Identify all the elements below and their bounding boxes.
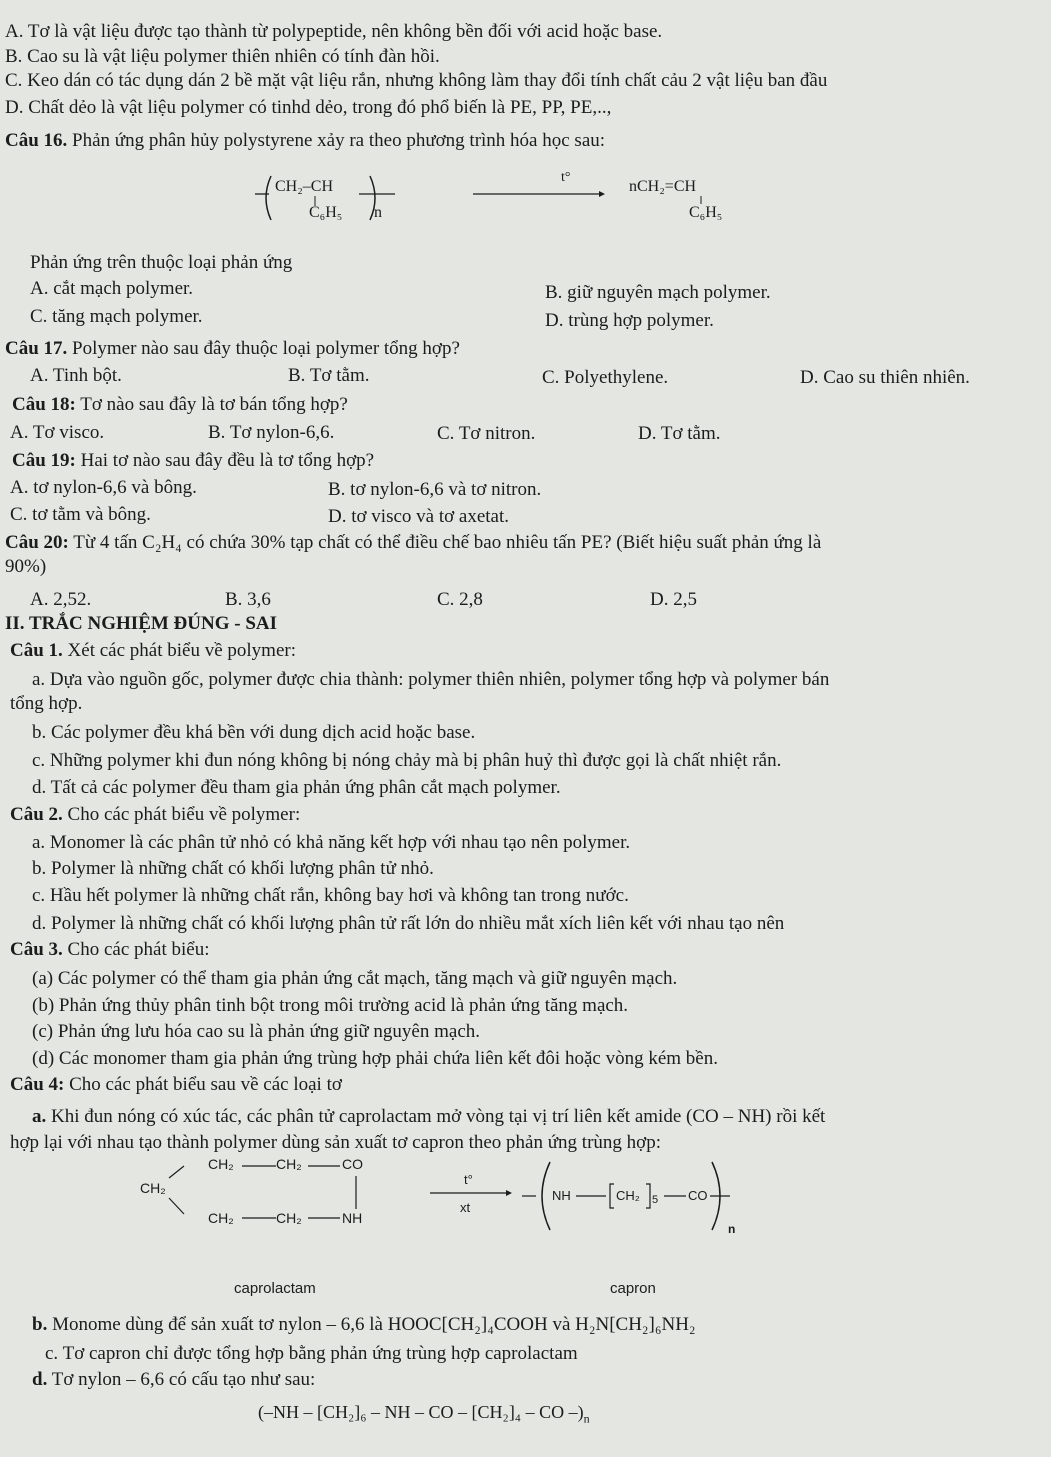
nylon-formula-text: (–NH – [CH₂]₆ – NH – CO – [CH₂]₄ – CO –): [258, 1402, 584, 1422]
c1-statement-d: d. Tất cả các polymer đều tham gia phản ứng phân cắt mạch polymer.: [32, 777, 561, 798]
q20-text-cont: 90%): [5, 556, 47, 577]
q16-option-c: C. tăng mạch polymer.: [30, 306, 203, 327]
c2-statement-a: a. Monomer là các phân tử nhỏ có khả năng kết hợp với nhau tạo nên polymer.: [32, 832, 631, 853]
ring-top-ch2-a: CH₂: [208, 1156, 234, 1172]
c4-d-label: d.: [32, 1369, 48, 1390]
q19-label: Câu 19:: [12, 450, 76, 471]
option-b-prev: B. Cao su là vật liệu polymer thiên nhiên có tính đàn hồi.: [5, 46, 440, 67]
nylon-formula: [258, 1400, 590, 1431]
eq-right-substituent: C₆H₅: [689, 204, 723, 221]
ring-nh: NH: [342, 1210, 363, 1226]
q18-heading: [12, 393, 348, 417]
product-ch2: CH₂: [616, 1188, 640, 1203]
q18-text: Tơ nào sau đây là tơ bán tổng hợp?: [75, 394, 348, 415]
c2-statement-d: d. Polymer là những chất có khối lượng phân tử rất lớn do nhiều mắt xích liên kết với nhau tạo nên: [32, 913, 785, 934]
c4-statement-b: [32, 1313, 696, 1337]
c4-statement-c: c. Tơ capron chỉ được tổng hợp bằng phản ứng trùng hợp caprolactam: [45, 1343, 578, 1364]
q19-option-a: A. tơ nylon-6,6 và bông.: [10, 477, 197, 498]
c4-heading: [10, 1073, 342, 1097]
q18-option-d: D. Tơ tằm.: [638, 423, 721, 444]
c4-label: Câu 4:: [10, 1074, 65, 1095]
q19-option-d: D. tơ visco và tơ axetat.: [328, 506, 510, 527]
eq-left-chain: CH₂–CH: [275, 178, 334, 195]
q18-option-c: C. Tơ nitron.: [437, 423, 536, 444]
q19-option-b: B. tơ nylon-6,6 và tơ nitron.: [328, 479, 542, 500]
eq-right-monomer: nCH₂=CH: [629, 178, 697, 195]
c2-heading: [10, 803, 300, 827]
c4-b-text: Monome dùng để sản xuất tơ nylon – 6,6 là HOOC[CH₂]₄COOH và H₂N[CH₂]₆NH₂: [47, 1314, 696, 1335]
product-subscript: 5: [652, 1194, 659, 1206]
q18-option-b: B. Tơ nylon-6,6.: [208, 422, 335, 443]
q16-equation: [255, 168, 755, 238]
arrow-label-bottom: xt: [460, 1200, 471, 1215]
q19-heading: [12, 449, 374, 473]
c1-label: Câu 1.: [10, 640, 63, 661]
eq-arrow-label: t°: [561, 170, 571, 185]
c4-a-label: a.: [32, 1106, 47, 1127]
q16-option-b: B. giữ nguyên mạch polymer.: [545, 282, 771, 303]
c3-statement-c: (c) Phản ứng lưu hóa cao su là phản ứng giữ nguyên mạch.: [32, 1021, 481, 1042]
c4-d-text: Tơ nylon – 6,6 có cấu tạo như sau:: [47, 1369, 316, 1390]
q19-text: Hai tơ nào sau đây đều là tơ tổng hợp?: [75, 450, 375, 471]
c1-statement-a-cont: tổng hợp.: [10, 693, 83, 714]
q20-option-c: C. 2,8: [437, 589, 483, 610]
c2-statement-b: b. Polymer là những chất có khối lượng phân tử nhỏ.: [32, 858, 434, 879]
q18-option-a: A. Tơ visco.: [10, 422, 105, 443]
c1-statement-b: b. Các polymer đều khá bền với dung dịch acid hoặc base.: [32, 722, 476, 743]
q16-option-a: A. cắt mạch polymer.: [30, 278, 194, 299]
c4-text: Cho các phát biểu sau về các loại tơ: [64, 1074, 342, 1095]
c4-statement-d: [32, 1368, 315, 1392]
q17-option-d: D. Cao su thiên nhiên.: [800, 367, 970, 388]
q16-option-d: D. trùng hợp polymer.: [545, 310, 714, 331]
capron-label: capron: [610, 1280, 656, 1297]
ring-bottom-ch2-b: CH₂: [276, 1210, 302, 1226]
caprolactam-label: caprolactam: [234, 1280, 316, 1297]
option-c-prev: C. Keo dán có tác dụng dán 2 bề mặt vật liệu rắn, nhưng không làm thay đổi tính chất cảu 2 vật liệu ban đầu: [5, 70, 828, 91]
c4-b-label: b.: [32, 1314, 48, 1335]
c2-text: Cho các phát biểu về polymer:: [62, 804, 301, 825]
ring-bottom-ch2-a: CH₂: [208, 1210, 234, 1226]
c1-statement-a: a. Dựa vào nguồn gốc, polymer được chia thành: polymer thiên nhiên, polymer tổng hợp và polymer bán: [32, 669, 830, 690]
q19-option-c: C. tơ tằm và bông.: [10, 504, 151, 525]
option-a-prev: A. Tơ là vật liệu được tạo thành từ polypeptide, nên không bền đối với acid hoặc base.: [5, 21, 663, 42]
section-heading: II. TRẮC NGHIỆM ĐÚNG - SAI: [5, 613, 278, 634]
q20-label: Câu 20:: [5, 532, 69, 553]
option-d-prev: D. Chất dẻo là vật liệu polymer có tinhd dẻo, trong đó phổ biến là PE, PP, PE,..,: [5, 97, 612, 118]
nylon-formula-n: n: [583, 1411, 590, 1426]
ring-co: CO: [342, 1156, 363, 1172]
c1-heading: [10, 639, 296, 663]
product-n: n: [728, 1222, 736, 1236]
q20-heading: [5, 531, 821, 555]
c2-label: Câu 2.: [10, 804, 63, 825]
ring-top-ch2-b: CH₂: [276, 1156, 302, 1172]
c4-statement-a-cont: hợp lại với nhau tạo thành polymer dùng sản xuất tơ capron theo phản ứng trùng hợp:: [10, 1132, 661, 1153]
arrow-label-top: t°: [464, 1172, 473, 1187]
q16-text: Phản ứng phân hủy polystyrene xảy ra theo phương trình hóa học sau:: [67, 130, 606, 151]
c3-statement-a: (a) Các polymer có thể tham gia phản ứng cắt mạch, tăng mạch và giữ nguyên mạch.: [32, 968, 678, 989]
caprolactam-reaction: [140, 1152, 800, 1300]
eq-n: n: [374, 204, 382, 221]
c3-heading: [10, 938, 209, 962]
c4-statement-a: [32, 1105, 825, 1129]
q17-option-b: B. Tơ tằm.: [288, 365, 370, 386]
q18-label: Câu 18:: [12, 394, 76, 415]
c3-statement-d: (d) Các monomer tham gia phản ứng trùng hợp phải chứa liên kết đôi hoặc vòng kém bền.: [32, 1048, 718, 1069]
q16-label: Câu 16.: [5, 130, 68, 151]
c2-statement-c: c. Hầu hết polymer là những chất rắn, không bay hơi và không tan trong nước.: [32, 885, 629, 906]
q16-stem: Phản ứng trên thuộc loại phản ứng: [30, 252, 293, 273]
q17-label: Câu 17.: [5, 338, 68, 359]
product-nh: NH: [552, 1188, 571, 1203]
q17-heading: [5, 337, 460, 361]
q20-option-d: D. 2,5: [650, 589, 697, 610]
q17-option-c: C. Polyethylene.: [542, 367, 669, 388]
c4-a-text: Khi đun nóng có xúc tác, các phân tử caprolactam mở vòng tại vị trí liên kết amide (CO – NH) rồi kết: [46, 1106, 826, 1127]
c1-statement-c: c. Những polymer khi đun nóng không bị nóng chảy mà bị phân huỷ thì được gọi là chất nhiệt rắn.: [32, 750, 782, 771]
eq-left-substituent: C₆H₅: [309, 204, 343, 221]
q20-text: Từ 4 tấn C₂H₄ có chứa 30% tạp chất có thể điều chế bao nhiêu tấn PE? (Biết hiệu suất phản ứng là: [68, 532, 822, 553]
c3-label: Câu 3.: [10, 939, 63, 960]
product-co: CO: [688, 1188, 708, 1203]
c3-text: Cho các phát biểu:: [62, 939, 210, 960]
q20-option-b: B. 3,6: [225, 589, 271, 610]
q20-option-a: A. 2,52.: [30, 589, 92, 610]
q17-text: Polymer nào sau đây thuộc loại polymer tổng hợp?: [67, 338, 460, 359]
c3-statement-b: (b) Phản ứng thủy phân tinh bột trong môi trường acid là phản ứng tăng mạch.: [32, 995, 629, 1016]
q17-option-a: A. Tinh bột.: [30, 365, 122, 386]
q16-heading: [5, 129, 605, 153]
c1-text: Xét các phát biểu về polymer:: [62, 640, 296, 661]
ring-ch2-left: CH₂: [140, 1180, 166, 1196]
